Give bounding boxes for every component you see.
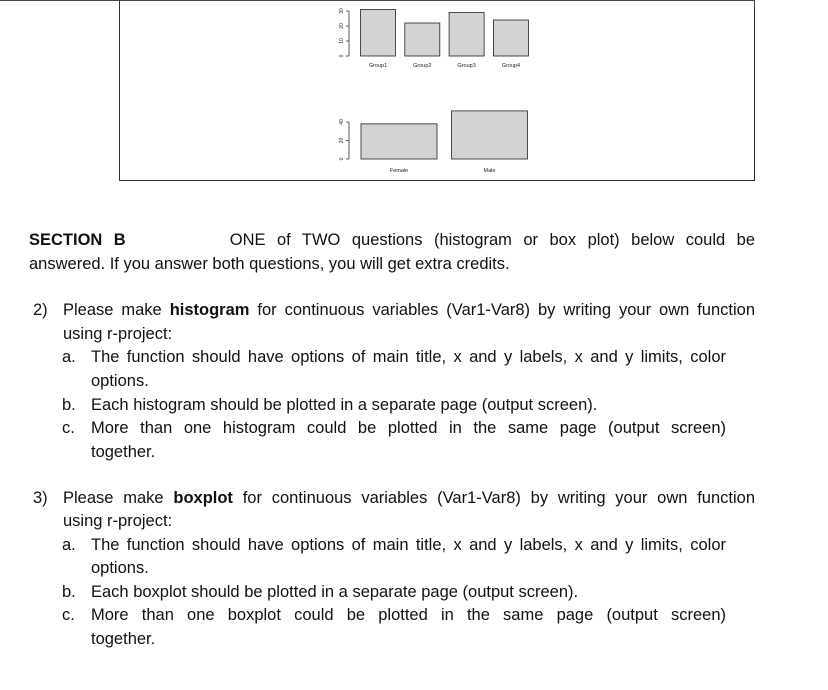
section-heading: SECTION B bbox=[29, 231, 126, 249]
y-tick-label: 40 bbox=[339, 119, 345, 125]
y-tick-label: 10 bbox=[339, 38, 345, 44]
bar bbox=[361, 10, 396, 57]
question-keyword: histogram bbox=[169, 301, 250, 319]
y-tick-label: 20 bbox=[339, 23, 345, 29]
bar-charts-svg bbox=[120, 1, 754, 180]
bar bbox=[405, 23, 440, 56]
category-label: Group4 bbox=[501, 63, 521, 69]
question-text: Please make boxplot for continuous variables (Var1-Var8) by writing your own function bbox=[63, 488, 756, 507]
bar bbox=[361, 124, 437, 159]
y-tick-label: 0 bbox=[339, 157, 345, 161]
question-keyword: boxplot bbox=[173, 488, 233, 507]
question-number: 2) bbox=[33, 301, 48, 319]
bar bbox=[449, 13, 484, 57]
section-intro-text: ONE of TWO questions (histogram or box plot) below could be bbox=[229, 231, 755, 249]
question-number: 3) bbox=[33, 488, 48, 507]
category-label: Female bbox=[389, 168, 409, 174]
y-tick-label: 0 bbox=[339, 54, 345, 58]
category-label: Group1 bbox=[368, 63, 388, 69]
category-label: Group2 bbox=[413, 63, 432, 69]
section-intro-line2: answered. If you answer both questions, you will get extra credits. bbox=[29, 254, 510, 273]
question-text: Please make histogram for continuous variables (Var1-Var8) by writing your own function bbox=[63, 301, 756, 319]
bar bbox=[452, 111, 528, 159]
question-text-cont: using r-project: bbox=[63, 512, 173, 530]
y-tick-label: 30 bbox=[339, 8, 345, 14]
category-label: Male bbox=[483, 168, 496, 174]
y-tick-label: 20 bbox=[339, 137, 345, 144]
r-plot-figure bbox=[119, 1, 755, 181]
bar bbox=[493, 20, 528, 56]
question-text-cont: using r-project: bbox=[63, 324, 173, 343]
category-label: Group3 bbox=[457, 63, 476, 69]
section-intro-line1 bbox=[29, 229, 755, 253]
